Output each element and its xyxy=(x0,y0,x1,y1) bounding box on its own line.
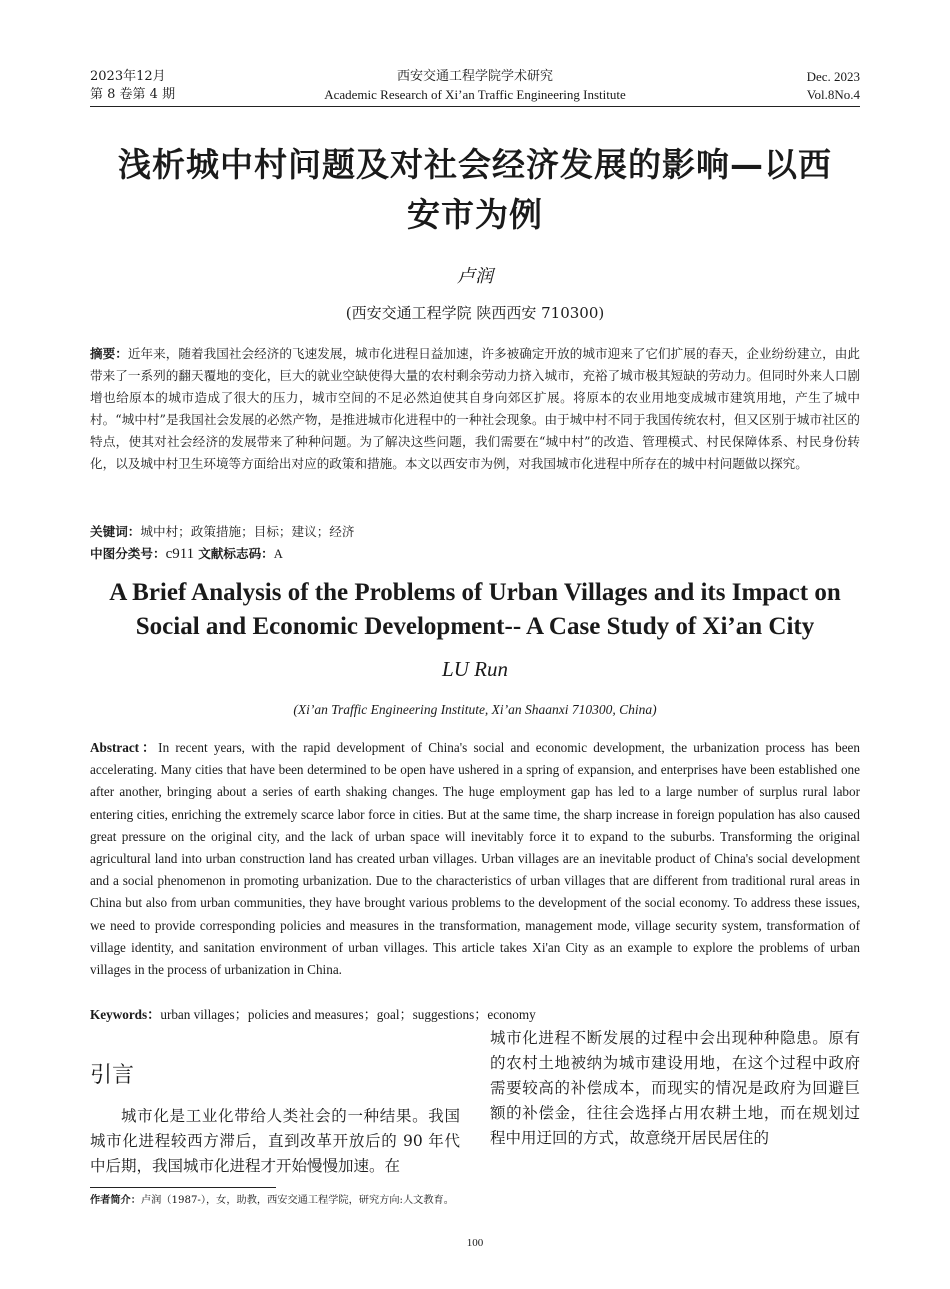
abstract-en-label: Abstract： xyxy=(90,740,159,755)
header-issue-en: Vol.8No.4 xyxy=(806,87,860,102)
clc-label: 中图分类号： xyxy=(90,546,166,561)
abstract-zh-label: 摘要： xyxy=(90,346,128,361)
body-column-left xyxy=(90,1062,460,1179)
title-en xyxy=(90,576,860,644)
body-column-right xyxy=(490,1026,860,1151)
keywords-en-label: Keywords： xyxy=(90,1007,161,1022)
abstract-zh xyxy=(90,343,860,475)
intro-paragraph-left: 城市化是工业化带给人类社会的一种结果。我国城市化进程较西方滞后，直到改革开放后的 90 年代中后期，我国城市化进程才开始慢慢加速。在 xyxy=(90,1107,460,1175)
title-zh-line2: 安市为例 xyxy=(407,195,543,234)
author-zh: 卢润 xyxy=(457,266,493,287)
header-divider xyxy=(90,106,860,107)
title-zh-line1: 浅析城中村问题及对社会经济发展的影响—以西 xyxy=(118,145,832,184)
header-center xyxy=(90,68,860,104)
title-en-line2: Social and Economic Development-- A Case Study of Xi’an City xyxy=(135,613,815,640)
header-issue-zh: 第 8 卷第 4 期 xyxy=(90,87,176,102)
title-zh xyxy=(90,140,860,240)
clc-value: c911 xyxy=(165,546,195,562)
intro-paragraph-right: 城市化进程不断发展的过程中会出现种种隐患。原有的农村土地被纳为城市建设用地，在这个过程中政府需要较高的补偿成本，而现实的情况是政府为回避巨额的补偿金，往往会选择占用农耕土地，而在规划过程中用迂回的方式，故意绕开居民居住的 xyxy=(490,1029,860,1147)
header-journal-en: Academic Research of Xi’an Traffic Engineering Institute xyxy=(324,87,626,102)
abstract-en xyxy=(90,737,860,981)
doc-code-label: 文献标志码： xyxy=(198,546,274,561)
running-header xyxy=(90,68,860,106)
header-date-zh: 2023年12月 xyxy=(90,69,166,84)
affiliation-en: (Xi’an Traffic Engineering Institute, Xi’an Shaanxi 710300, China) xyxy=(293,702,657,717)
keywords-en-text: urban villages；policies and measures；goal；suggestions；economy xyxy=(160,1007,536,1022)
header-right xyxy=(807,68,860,104)
section-heading-intro: 引言 xyxy=(90,1063,135,1088)
footnote-label: 作者简介： xyxy=(90,1195,141,1206)
abstract-zh-text: 近年来，随着我国社会经济的飞速发展，城市化进程日益加速，许多被确定开放的城市迎来了它们扩展的春天，企业纷纷建立，由此带来了一系列的翻天覆地的变化，巨大的就业空缺使得大量的农村剩余劳动力挤入城市，充裕了城市极其短缺的劳动力。但同时外来人口剧增也给原本的城市造成了很大的压力，城市空间的不足必然迫使其自身向郊区扩展。将原本的农业用地变成城市建筑用地，产生了城中村。“城中村”是我国社会发展的必然产物，是推进城市化进程中的一种社会现象。由于城中村不同于我国传统农村，但又区别于城市社区的特点，使其对社会经济的发展带来了种种问题。为了解决这些问题，我们需要在“城中村”的改造、管理模式、村民保障体系、村民身份转化，以及城中村卫生环境等方面给出对应的政策和措施。本文以西安市为例，对我国城市化进程中所存在的城中村问题做以探究。 xyxy=(90,346,861,471)
author-footnote xyxy=(90,1193,860,1209)
header-journal-zh: 西安交通工程学院学术研究 xyxy=(396,69,553,84)
header-date-en: Dec. 2023 xyxy=(806,69,860,84)
affiliation-zh: (西安交通工程学院 陕西西安 710300) xyxy=(345,304,605,322)
classification-line xyxy=(90,543,860,565)
page-number: 100 xyxy=(466,1237,484,1249)
footnote-divider xyxy=(90,1187,276,1188)
keywords-en xyxy=(90,1004,860,1026)
author-en: LU Run xyxy=(442,657,508,681)
abstract-en-text: In recent years, with the rapid development of China's social and economic development, the urbanization process has been accelerating. Many cities that have been determined to be open have ushered in a spring of expansion, and enterprises have been established one after another, bringing about a series of earth shaking changes. The huge employment gap has led to a large number of surplus rural labor entering cities, enriching the extremely scarce labor force in cities. But at the same time, the sharp increase in foreign population has also caused great pressure on the original city, and the lack of urban space will inevitably force it to expand to the suburbs. Transforming the original agricultural land into urban construction land has created urban villages. Urban villages are an inevitable product of China's social development and a social phenomenon in promoting urbanization. Due to the characteristics of urban villages that are different from traditional rural areas in China but also from urban communities, they have brought various problems to the development of the social economy. To address these issues, we need to provide corresponding policies and measures in the transformation, management mode, village security system, transformation of village identity, and sanitation environment of urban villages. This article takes Xi'an City as an example to explore the problems of urban villages in the process of urbanization in China. xyxy=(90,740,860,978)
keywords-zh xyxy=(90,521,860,543)
footnote-text: 卢润（1987-），女，助教，西安交通工程学院，研究方向:人文教育。 xyxy=(140,1195,454,1206)
doc-code-value: A xyxy=(273,547,283,561)
keywords-zh-label: 关键词： xyxy=(90,524,141,539)
keywords-zh-text: 城中村；政策措施；目标；建议；经济 xyxy=(140,524,355,539)
title-en-line1: A Brief Analysis of the Problems of Urban Villages and its Impact on xyxy=(109,579,841,606)
